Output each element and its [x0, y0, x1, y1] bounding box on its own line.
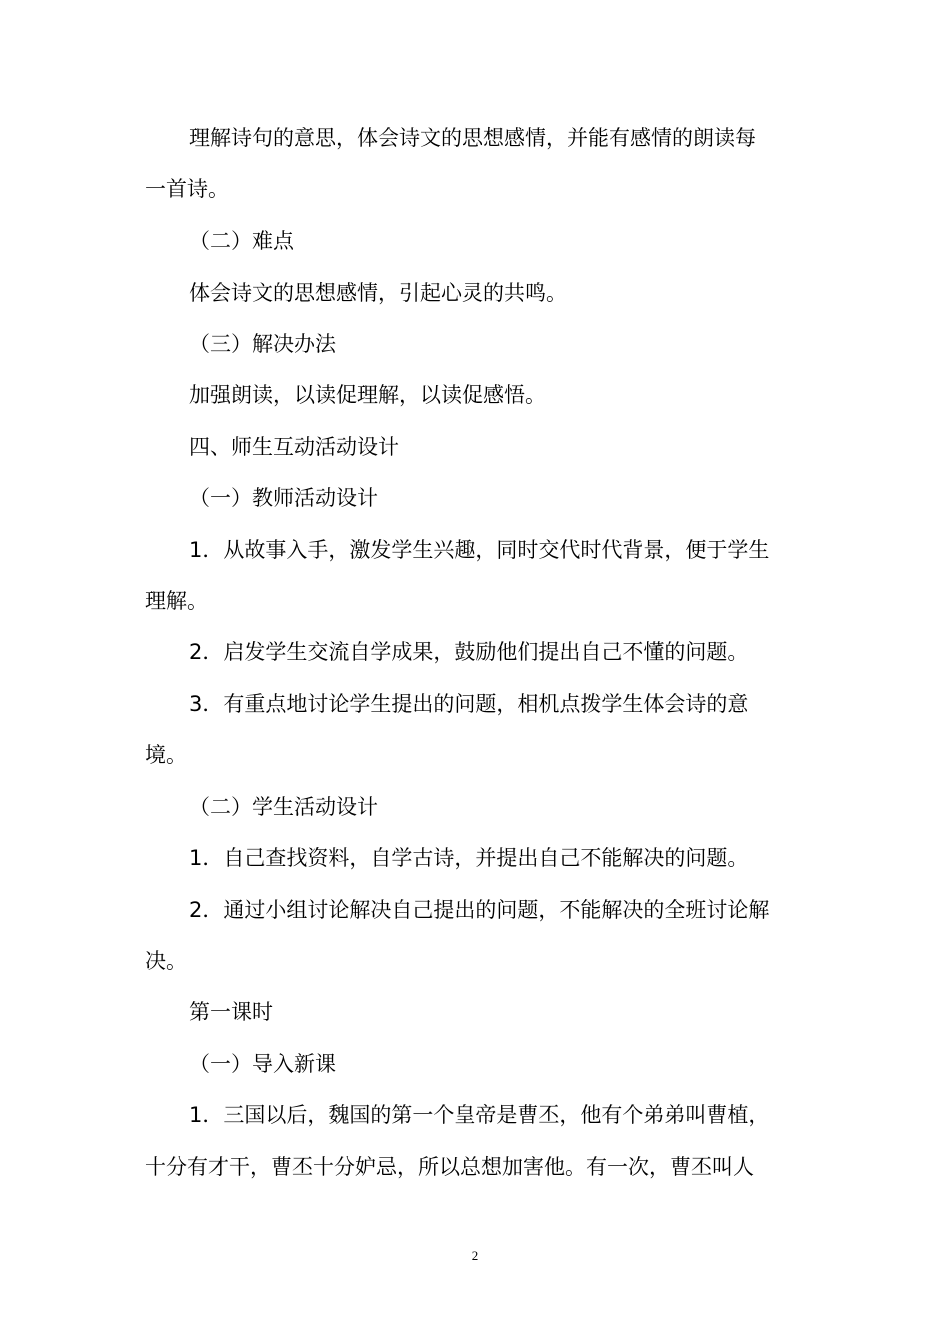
list-item: 3．有重点地讨论学生提出的问题，相机点拨学生体会诗的意 — [189, 692, 749, 716]
section-heading: （一）教师活动设计 — [189, 486, 378, 510]
text-line: 理解诗句的意思，体会诗文的思想感情，并能有感情的朗读每 — [189, 126, 756, 150]
list-item: 2．通过小组讨论解决自己提出的问题，不能解决的全班讨论解 — [189, 898, 770, 922]
section-heading: 第一课时 — [189, 1000, 273, 1024]
list-item: 1．三国以后，魏国的第一个皇帝是曹丕，他有个弟弟叫曹植， — [189, 1103, 770, 1127]
section-heading: （二）难点 — [189, 229, 294, 253]
section-heading: （二）学生活动设计 — [189, 795, 378, 819]
text-line: 理解。 — [145, 589, 208, 613]
text-line: 十分有才干，曹丕十分妒忌，所以总想加害他。有一次，曹丕叫人 — [145, 1155, 754, 1179]
list-item: 2．启发学生交流自学成果，鼓励他们提出自己不懂的问题。 — [189, 640, 749, 664]
section-heading: （一）导入新课 — [189, 1052, 336, 1076]
text-line: 决。 — [145, 949, 187, 973]
list-item: 1．自己查找资料，自学古诗，并提出自己不能解决的问题。 — [189, 846, 749, 870]
section-heading: 四、师生互动活动设计 — [189, 435, 399, 459]
text-line: 加强朗读，以读促理解，以读促感悟。 — [189, 383, 546, 407]
text-line: 一首诗。 — [145, 177, 229, 201]
page-number: 2 — [471, 1248, 479, 1263]
text-line: 体会诗文的思想感情，引起心灵的共鸣。 — [189, 281, 567, 305]
list-item: 1．从故事入手，激发学生兴趣，同时交代时代背景，便于学生 — [189, 538, 770, 562]
text-line: 境。 — [145, 743, 187, 767]
section-heading: （三）解决办法 — [189, 332, 336, 356]
